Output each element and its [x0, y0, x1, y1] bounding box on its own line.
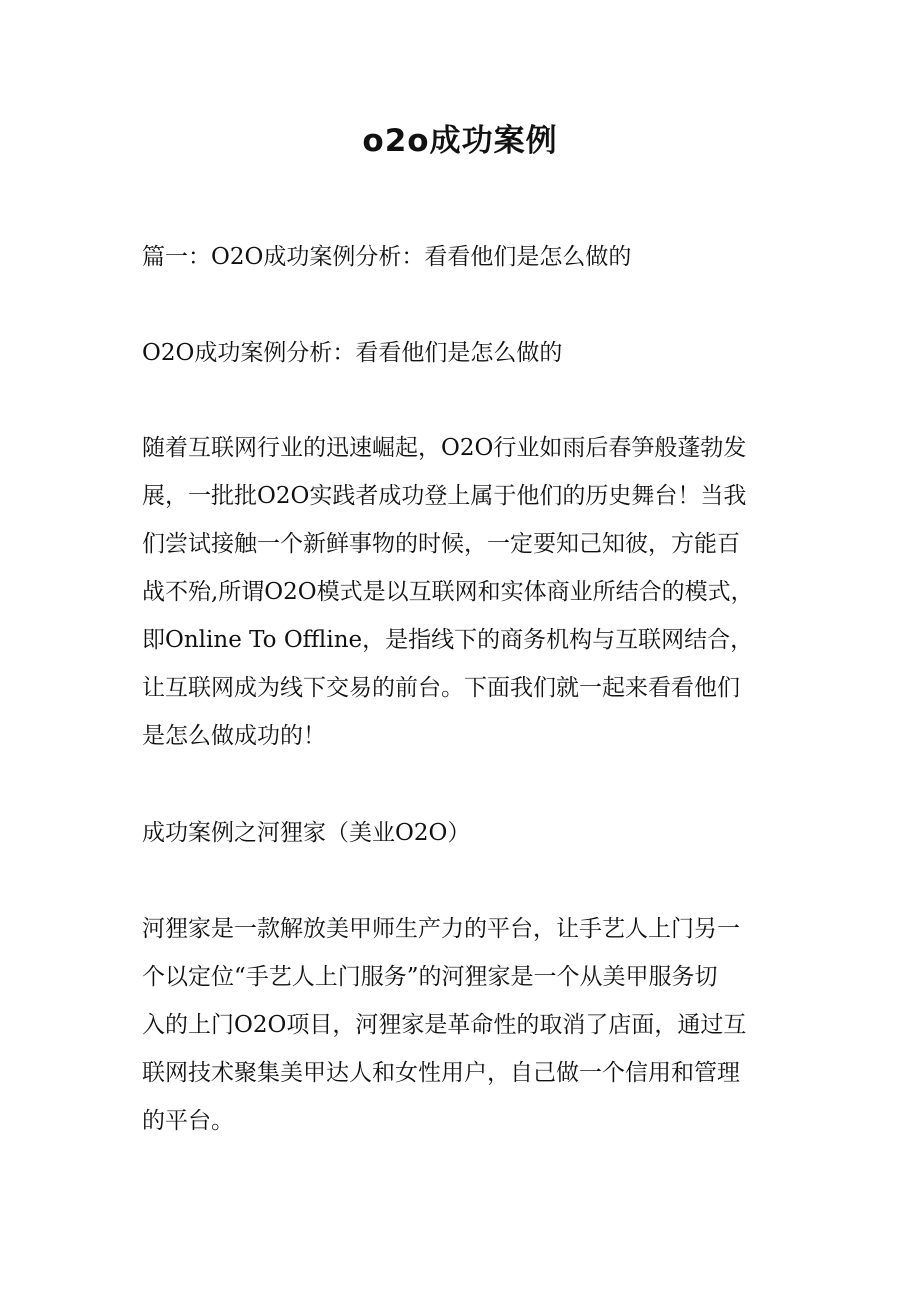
- paragraph-line: 入的上门O2O项目，河狸家是革命性的取消了店面，通过互: [142, 1012, 747, 1038]
- paragraph-line: 是怎么做成功的！: [142, 723, 326, 749]
- section-heading-2: O2O成功案例分析：看看他们是怎么做的: [142, 340, 563, 366]
- paragraph-line: 即Online To Offline，是指线下的商务机构与互联网结合，: [142, 627, 754, 653]
- document-title: o2o成功案例: [362, 123, 558, 159]
- paragraph-helijia: [142, 905, 802, 1145]
- paragraph-line: 河狸家是一款解放美甲师生产力的平台，让手艺人上门另一: [142, 916, 740, 942]
- paragraph-line: 战不殆,所谓O2O模式是以互联网和实体商业所结合的模式，: [142, 579, 754, 605]
- paragraph-line: 随着互联网行业的迅速崛起，O2O行业如雨后春笋般蓬勃发: [142, 435, 747, 461]
- paragraph-line: 个以定位“手艺人上门服务”的河狸家是一个从美甲服务切: [142, 964, 718, 990]
- section-heading-3: 成功案例之河狸家（美业O2O）: [142, 820, 471, 846]
- paragraph-intro: [142, 424, 802, 760]
- paragraph-line: 的平台。: [142, 1108, 234, 1134]
- section-heading-1: 篇一：O2O成功案例分析：看看他们是怎么做的: [142, 244, 632, 270]
- paragraph-line: 展，一批批O2O实践者成功登上属于他们的历史舞台！当我: [142, 483, 747, 509]
- paragraph-line: 联网技术聚集美甲达人和女性用户，自己做一个信用和管理: [142, 1060, 740, 1086]
- paragraph-line: 让互联网成为线下交易的前台。下面我们就一起来看看他们: [142, 675, 740, 701]
- paragraph-line: 们尝试接触一个新鲜事物的时候，一定要知己知彼，方能百: [142, 531, 740, 557]
